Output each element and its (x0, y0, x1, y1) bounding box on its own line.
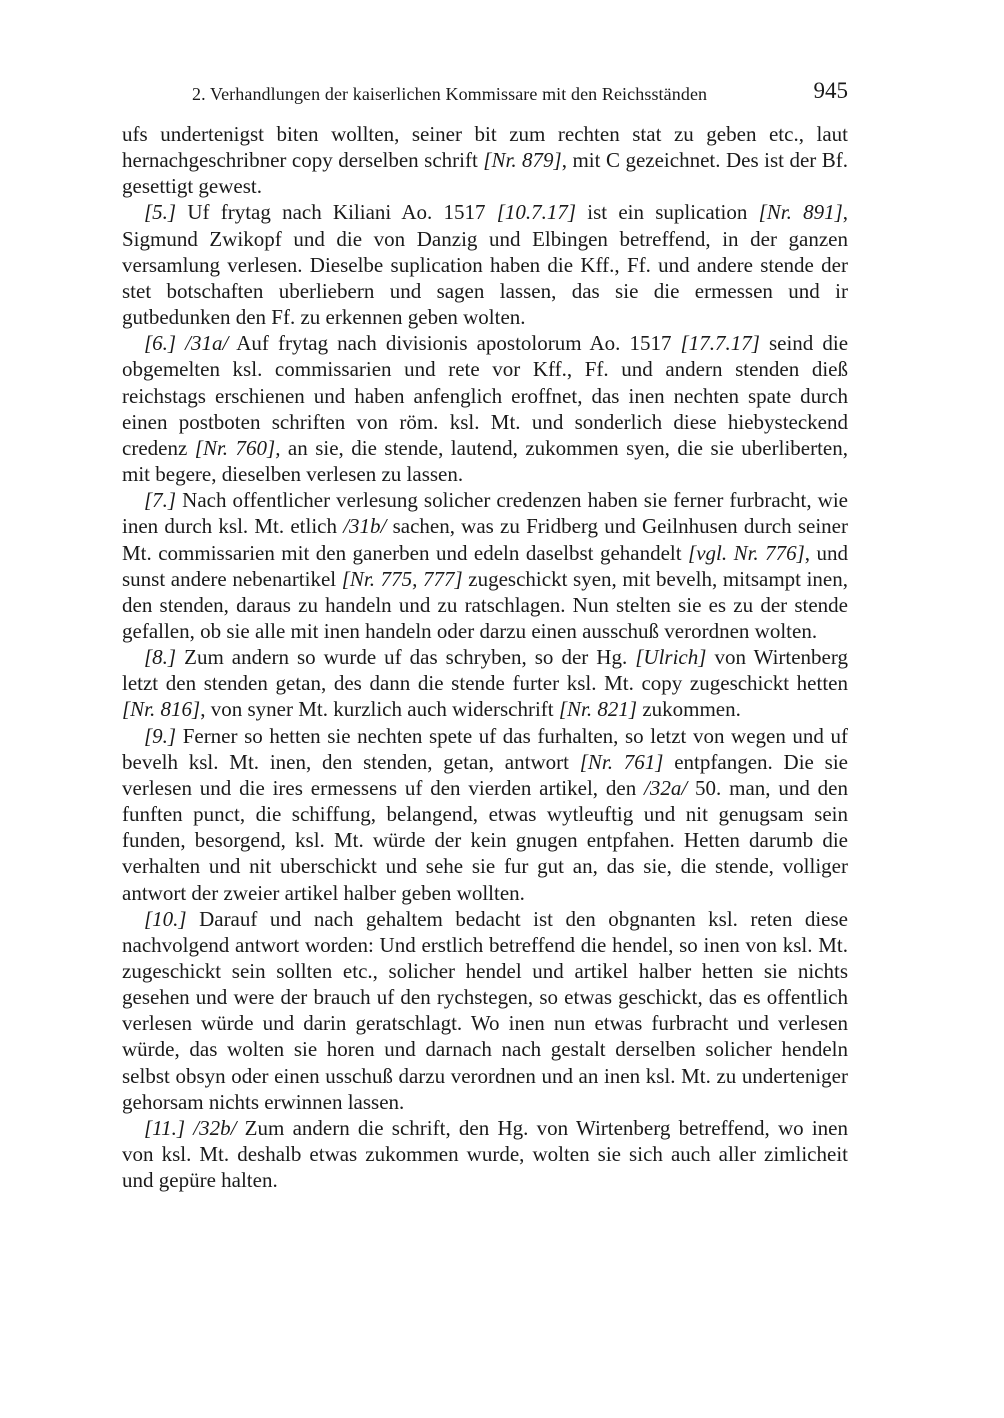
text-run: ufs undertenigst biten wollten, seiner bit zum rechten stat zu geben etc., laut hernachgeschribner copy derselben schrift (122, 122, 848, 173)
editorial-reference: [7.] (144, 488, 177, 513)
editorial-reference: [Nr. 816] (122, 697, 201, 722)
editorial-reference: /32a/ (644, 775, 688, 800)
editorial-reference: /32b/ (193, 1115, 237, 1140)
text-run: Darauf und nach gehaltem bedacht ist den obgnanten ksl. reten diese nachvolgend antwort worden: Und erstlich betreffend die hendel, so inen von ksl. Mt. zugeschickt sein sollten etc., solicher hendel und artikel halber hetten sie nichts gesehen und were der brauch uf den rychstegen, so etwas geschickt, das es offentlich verlesen würde und darin geratschlagt. Wo inen nun etwas furbracht und verlesen würde, das wolten sie horen und darnach nach gestalt derselben solicher hendeln selbst obsyn oder einen usschuß darzu verordnen und an inen ksl. Mt. zu underteniger gehorsam nichts erwinnen lassen. (122, 906, 848, 1114)
text-run: seind die obgemelten ksl. commissarien und rete vor Kff., Ff. und andern stenden dieß reichstags erschienen und haben anfenglich eroffnet, das inen nechten spate durch einen postboten schriften von röm. ksl. Mt. und sonderlich diese hiebysteckend credenz (122, 331, 849, 460)
editorial-reference: [Ulrich] (635, 645, 707, 670)
editorial-reference: [6.] (144, 331, 177, 356)
paragraph (122, 121, 848, 199)
editorial-reference: [Nr. 891] (758, 200, 843, 225)
text-run: sachen, was zu Fridberg und Geilnhusen durch seiner Mt. commissarien mit den ganerben und edeln daselbst gehandelt (122, 514, 848, 565)
editorial-reference: [Nr. 760], (194, 435, 281, 460)
text-run: entpfangen. Die sie verlesen und die ires ermessens uf den vierden artikel, den (122, 749, 848, 800)
text-run: Auf frytag nach divisionis apostolorum Ao. 1517 (228, 331, 681, 356)
running-title: 2. Verhandlungen der kaiserlichen Kommissare mit den Reichsständen (192, 84, 708, 104)
paragraph (122, 330, 848, 487)
body-text (122, 121, 848, 1193)
text-run: Uf frytag nach Kiliani Ao. 1517 (176, 200, 497, 225)
editorial-reference: [Nr. 761] (579, 749, 664, 774)
editorial-reference: [vgl. Nr. 776] (688, 540, 805, 565)
editorial-reference: [5.] (144, 200, 177, 225)
text-run: zugeschickt syen, mit bevelh, mitsampt inen, den stenden, daraus zu handeln und zu ratschlagen. Nun stelten sie es zu der stende gefallen, ob sie alle mit inen handeln oder darzu einen ausschuß verordnen wolten. (122, 566, 848, 643)
paragraph (122, 199, 848, 330)
paragraph (122, 723, 848, 906)
editorial-reference: [Nr. 821] (558, 697, 638, 722)
text-run: , Sigmund Zwikopf und die von Danzig und Elbingen betreffend, in der ganzen versamlung verlesen. Dieselbe suplication haben die Kff., Ff. und andere stende der stet botschaften uberliebern und sagen lassen, das sie die ermessen und ir gutbedunken den Ff. zu erkennen geben wolten. (122, 200, 848, 330)
page-header (122, 80, 848, 108)
editorial-reference: [10.7.17] (496, 200, 577, 225)
editorial-reference: [Nr. 775, 777] (341, 566, 463, 591)
editorial-reference: /31b/ (343, 514, 387, 539)
text-run: Zum andern so wurde uf das schryben, so der Hg. (176, 645, 636, 670)
text-run: zukommen. (637, 697, 741, 722)
editorial-reference: [10.] (144, 906, 187, 931)
editorial-reference: /31a/ (185, 331, 229, 356)
text-run: von Wirtenberg letzt den stenden getan, des dann die stende furter ksl. Mt. copy zugeschickt hetten (122, 645, 848, 696)
paragraph (122, 1115, 848, 1193)
text-run (176, 331, 185, 355)
text-run: Zum andern die schrift, den Hg. von Wirtenberg betreffend, wo inen von ksl. Mt. deshalb etwas zukommen wurde, wolten sie sich auch aller zimlicheit und gepüre halten. (122, 1115, 849, 1193)
text-run: , mit C gezeichnet. Des ist der Bf. gesettigt gewest. (122, 148, 848, 199)
editorial-reference: [Nr. 879] (483, 148, 562, 173)
text-run: ist ein suplication (576, 200, 759, 225)
editorial-reference: [17.7.17] (680, 331, 760, 356)
text-run: an sie, die stende, lautend, zukommen syen, die sie uberliberten, mit begere, dieselben verlesen zu lassen. (122, 435, 848, 487)
editorial-reference: [11.] (144, 1115, 186, 1140)
paragraph (122, 644, 848, 722)
paragraph (122, 487, 848, 644)
text-run: , von syner Mt. kurzlich auch widerschrift (200, 697, 559, 722)
page-number: 945 (813, 78, 848, 103)
text-run: 50. man, und den funften punct, die schiffung, belangend, etwas wytleuftig und nit genugsam sein funden, besorgend, ksl. Mt. würde der kein gnugen entpfahen. Hetten darumb die verhalten und nit uberschickt und sehe sie fur gut an, das sie, die stende, volliger antwort der zweier artikel halber geben wollten. (122, 775, 848, 905)
text-run: Nach offentlicher verlesung solicher credenzen haben sie ferner furbracht, wie inen durch ksl. Mt. etlich (122, 488, 848, 539)
paragraph (122, 906, 848, 1115)
text-run: , und sunst andere nebenartikel (122, 540, 849, 591)
editorial-reference: [9.] (144, 723, 177, 748)
editorial-reference: [8.] (144, 645, 177, 670)
text-run: Ferner so hetten sie nechten spete uf das furhalten, so letzt von wegen und uf bevelh ksl. Mt. inen, den stenden, getan, antwort (122, 723, 848, 774)
